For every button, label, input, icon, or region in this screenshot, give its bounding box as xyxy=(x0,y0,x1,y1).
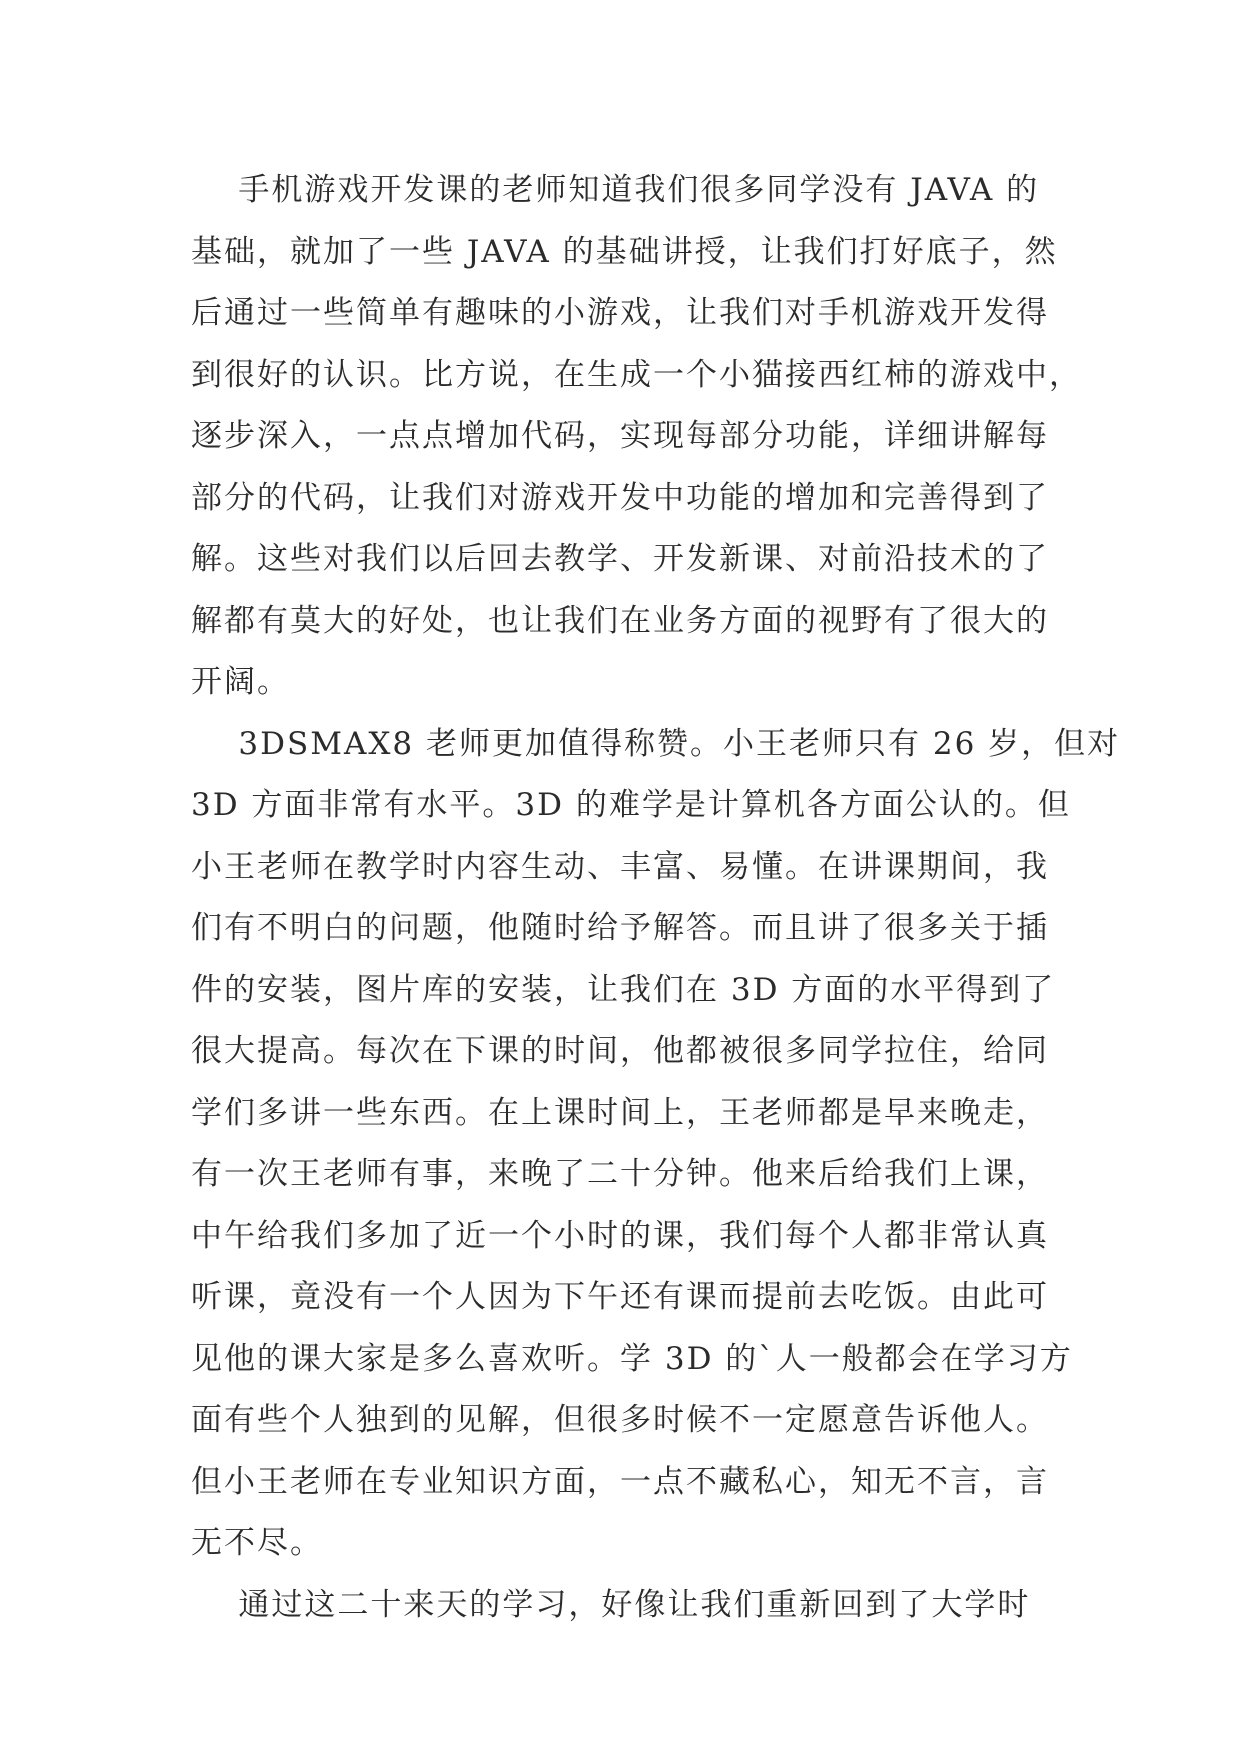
text-line: 解。这些对我们以后回去教学、开发新课、对前沿技术的了 xyxy=(191,541,1049,577)
text-line: 中午给我们多加了近一个小时的课，我们每个人都非常认真 xyxy=(191,1217,1049,1254)
text-line: 逐步深入，一点点增加代码，实现每部分功能，详细讲解每 xyxy=(191,418,1049,454)
text-line: 面有些个人独到的见解，但很多时候不一定愿意告诉他人。 xyxy=(191,1402,1049,1438)
text-line: 见他的课大家是多么喜欢听。学 3D 的`人一般都会在学习方 xyxy=(191,1340,1073,1377)
text-line: 3D 方面非常有水平。3D 的难学是计算机各方面公认的。但 xyxy=(191,787,1071,823)
text-line: 小王老师在教学时内容生动、丰富、易懂。在讲课期间，我 xyxy=(191,848,1049,885)
text-line: 很大提高。每次在下课的时间，他都被很多同学拉住，给同 xyxy=(191,1033,1049,1069)
text-line: 3DSMAX8 老师更加值得称赞。小王老师只有 26 岁，但对 xyxy=(191,725,1121,762)
text-line: 无不尽。 xyxy=(191,1525,323,1561)
text-line: 开阔。 xyxy=(191,664,290,700)
text-line: 后通过一些简单有趣味的小游戏，让我们对手机游戏开发得 xyxy=(191,295,1049,331)
text-line: 通过这二十来天的学习，好像让我们重新回到了大学时 xyxy=(191,1586,1031,1623)
text-line: 有一次王老师有事，来晚了二十分钟。他来后给我们上课， xyxy=(191,1156,1049,1192)
body-text xyxy=(191,160,1121,1636)
text-line: 件的安装，图片库的安装，让我们在 3D 方面的水平得到了 xyxy=(191,971,1056,1008)
text-line: 学们多讲一些东西。在上课时间上，王老师都是早来晚走， xyxy=(191,1094,1049,1131)
text-line: 但小王老师在专业知识方面，一点不藏私心，知无不言，言 xyxy=(191,1463,1049,1500)
text-line: 解都有莫大的好处，也让我们在业务方面的视野有了很大的 xyxy=(191,602,1049,639)
text-line: 听课，竟没有一个人因为下午还有课而提前去吃饭。由此可 xyxy=(191,1279,1049,1315)
text-line: 们有不明白的问题，他随时给予解答。而且讲了很多关于插 xyxy=(191,910,1049,946)
text-line: 手机游戏开发课的老师知道我们很多同学没有 JAVA 的 xyxy=(191,172,1040,208)
text-line: 基础，就加了一些 JAVA 的基础讲授，让我们打好底子，然 xyxy=(191,233,1058,270)
text-line: 到很好的认识。比方说，在生成一个小猫接西红柿的游戏中， xyxy=(191,356,1082,393)
text-line: 部分的代码，让我们对游戏开发中功能的增加和完善得到了 xyxy=(191,479,1049,516)
